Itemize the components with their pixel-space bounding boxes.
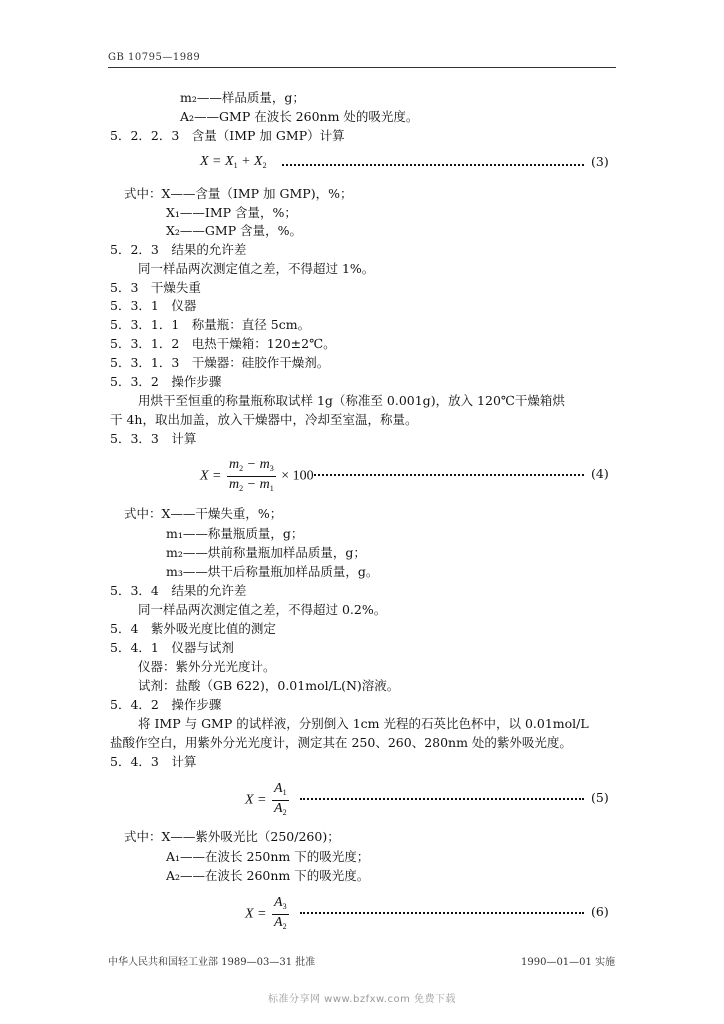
paragraph: 同一样品两次测定值之差，不得超过 0.2%。	[138, 602, 387, 617]
leader-dots	[282, 164, 584, 166]
var-x1-def: X₁——IMP 含量，%；	[166, 205, 297, 220]
paragraph: 盐酸作空白，用紫外分光光度计，测定其在 250、260、280nm 处的紫外吸光度。	[110, 735, 572, 750]
equation-3-number: (3)	[591, 154, 609, 169]
section-heading: 5．3 干燥失重	[110, 280, 201, 295]
equation-4	[0, 455, 724, 495]
leader-dots	[300, 798, 584, 800]
equation-6	[0, 893, 724, 933]
equation-3-expression: $X = X_1 + X_2$	[200, 154, 267, 170]
var-x2-def: X₂——GMP 含量，%。	[166, 223, 302, 238]
equation-5	[0, 779, 724, 819]
section-heading: 5．3．2 操作步骤	[110, 374, 222, 389]
section-heading: 5．2．3 结果的允许差	[110, 242, 247, 257]
leader-dots	[300, 912, 584, 914]
watermark-link[interactable]: 标准分享网 www.bzfxw.com 免费下载	[268, 994, 456, 1005]
equation-4-expression: X = $\frac{m_2 - m_3}{m_2 - m_1}$ × 100	[200, 457, 314, 496]
section-heading: 5．3．3 计算	[110, 431, 197, 446]
fraction: $\frac{m_2 - m_3}{m_2 - m_1}$	[229, 457, 274, 493]
var-m1-def: m₁——称量瓶质量，g；	[166, 526, 304, 541]
header-rule	[108, 67, 616, 68]
paragraph: 干 4h，取出加盖，放入干燥器中，冷却至室温，称量。	[110, 412, 418, 427]
fraction: $\frac{A_1}{A_2}$	[274, 781, 287, 817]
where-x-def: 式中：X——干燥失重，%；	[124, 506, 283, 521]
list-item: 5．3．1．2 电热干燥箱：120±2℃。	[110, 336, 336, 351]
equation-6-number: (6)	[591, 904, 609, 919]
equation-4-number: (4)	[591, 466, 609, 481]
paragraph: 用烘干至恒重的称量瓶称取试样 1g（称准至 0.001g)，放入 120℃干燥箱烘	[138, 393, 565, 408]
section-heading: 5．4 紫外吸光度比值的测定	[110, 621, 276, 636]
paragraph: 同一样品两次测定值之差，不得超过 1%。	[138, 261, 375, 276]
var-a2-def: A₂——GMP 在波长 260nm 处的吸光度。	[180, 109, 419, 124]
section-heading: 5．3．1 仪器	[110, 298, 197, 313]
section-heading: 5．4．2 操作步骤	[110, 697, 222, 712]
paragraph: 仪器：紫外分光光度计。	[138, 659, 276, 674]
equation-3	[0, 152, 724, 174]
equation-5-expression: X = $\frac{A_1}{A_2}$	[245, 781, 291, 820]
approval-footer: 中华人民共和国轻工业部 1989—03—31 批准	[108, 957, 316, 968]
section-heading: 5．4．3 计算	[110, 754, 197, 769]
fraction: $\frac{A_3}{A_2}$	[274, 895, 287, 931]
leader-dots	[314, 474, 584, 476]
where-x-def: 式中：X——含量（IMP 加 GMP)，%；	[124, 186, 353, 201]
list-item: 5．3．1．3 干燥器：硅胶作干燥剂。	[110, 355, 330, 370]
var-a1-def: A₁——在波长 250nm 下的吸光度；	[166, 849, 370, 864]
equation-6-expression: X = $\frac{A_3}{A_2}$	[245, 895, 291, 934]
standard-number-header: GB 10795—1989	[108, 52, 201, 63]
section-heading: 5．2．2．3 含量（IMP 加 GMP）计算	[110, 128, 345, 143]
paragraph: 试剂：盐酸（GB 622)，0.01mol/L(N)溶液。	[138, 678, 400, 693]
where-x-def: 式中：X——紫外吸光比（250/260)；	[124, 829, 340, 844]
equation-5-number: (5)	[591, 790, 609, 805]
implementation-footer: 1990—01—01 实施	[521, 957, 616, 968]
var-m3-def: m₃——烘干后称量瓶加样品质量，g。	[166, 564, 379, 579]
section-heading: 5．4．1 仪器与试剂	[110, 640, 234, 655]
var-m2-def: m₂——烘前称量瓶加样品质量，g；	[166, 545, 366, 560]
list-item: 5．3．1．1 称量瓶：直径 5cm。	[110, 317, 311, 332]
paragraph: 将 IMP 与 GMP 的试样液，分别倒入 1cm 光程的石英比色杯中，以 0.01mol/L	[138, 716, 589, 731]
var-a2-def: A₂——在波长 260nm 下的吸光度。	[166, 868, 370, 883]
section-heading: 5．3．4 结果的允许差	[110, 583, 247, 598]
var-m2-def: m₂——样品质量，g；	[180, 90, 305, 105]
